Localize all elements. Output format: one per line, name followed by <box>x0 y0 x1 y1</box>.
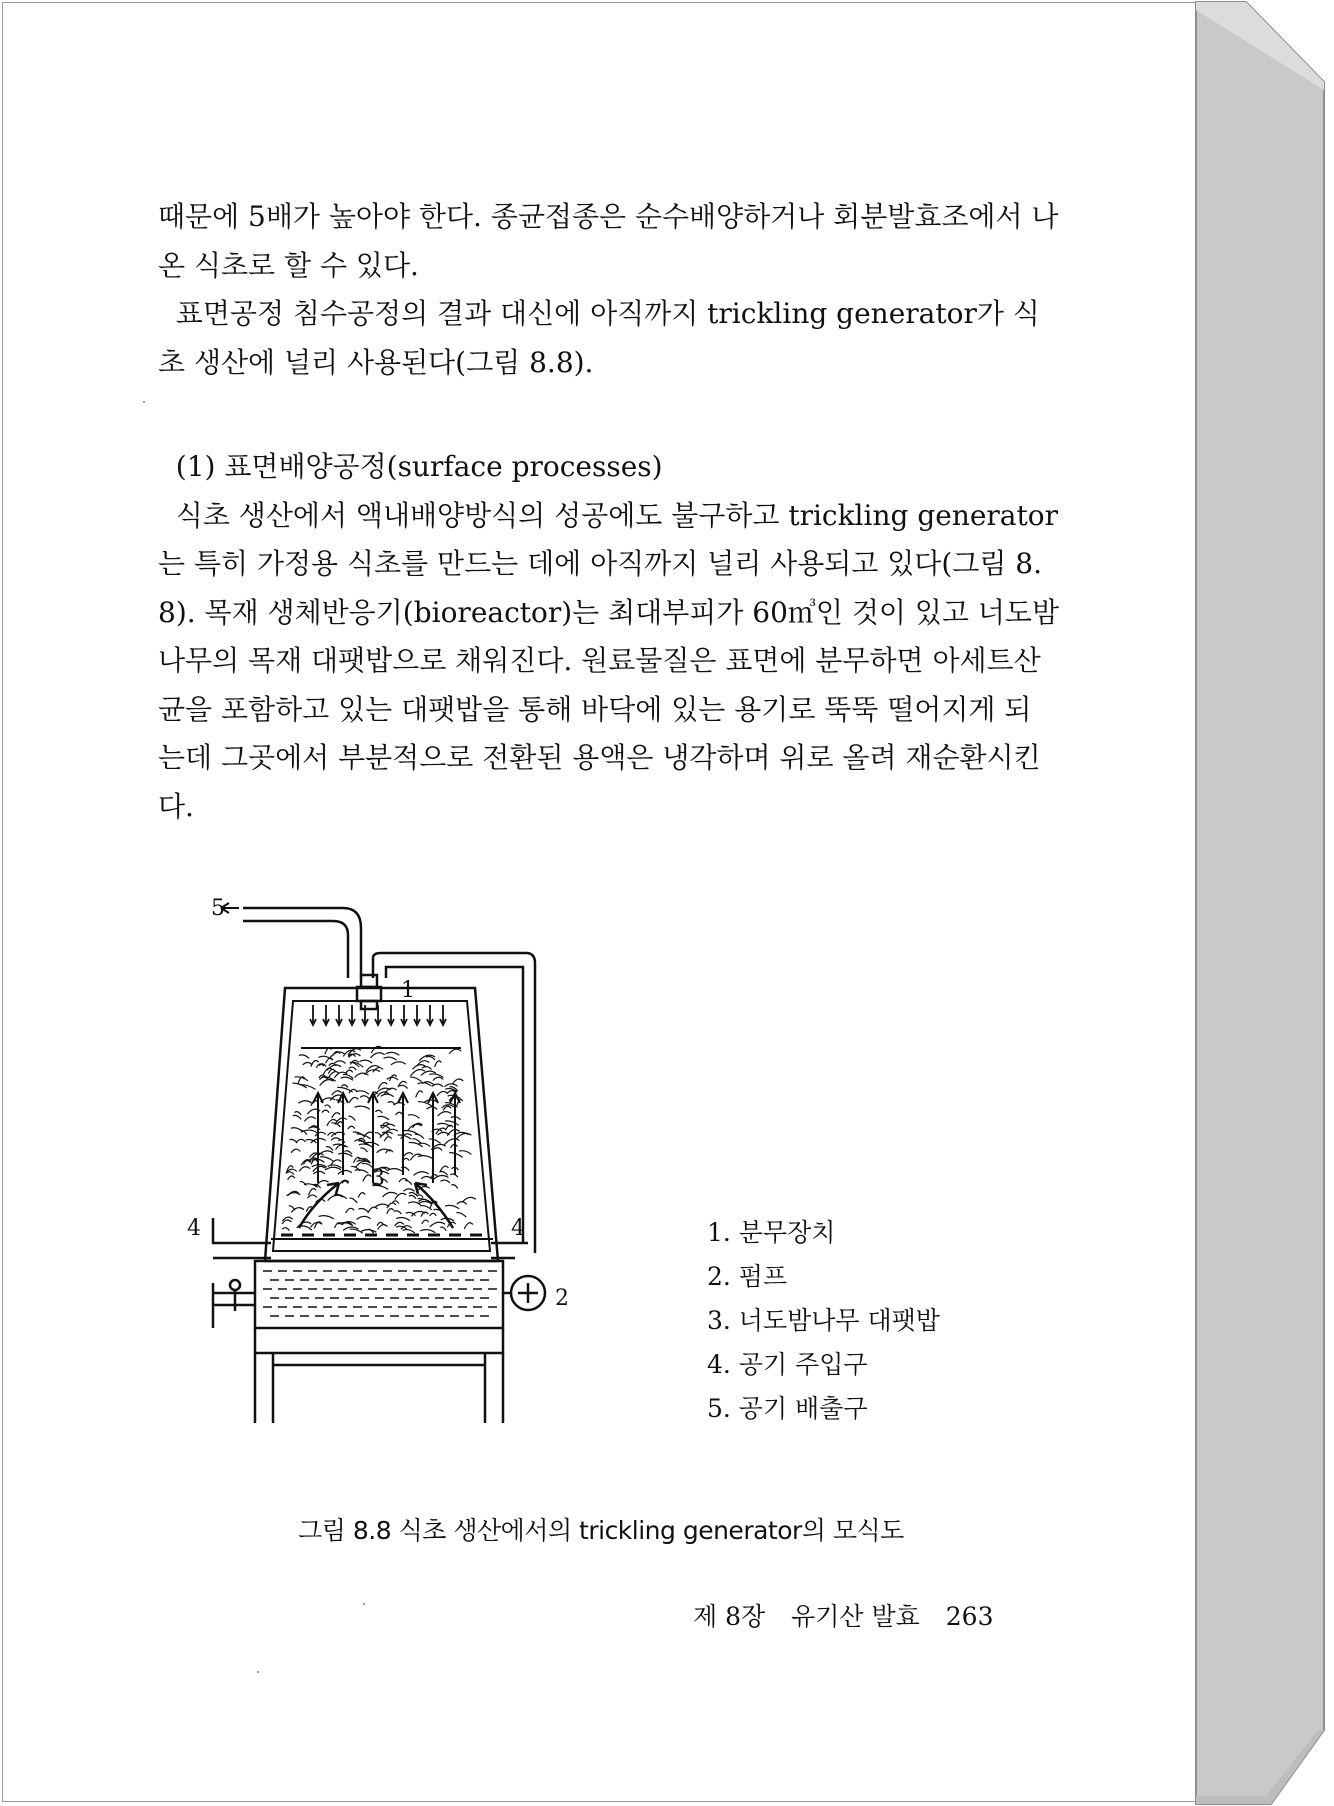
text-line: 초 생산에 널리 사용된다(그림 8.8). <box>158 345 594 379</box>
legend-item: 3. 너도밤나무 대팻밥 <box>707 1306 940 1335</box>
label-3: 3 <box>371 1166 385 1191</box>
figure-legend <box>707 1211 940 1431</box>
legend-item: 4. 공기 주입구 <box>707 1350 868 1379</box>
figure-caption: 그림 8.8 식초 생산에서의 trickling generator의 모식도 <box>298 1516 904 1545</box>
label-5: 5 <box>211 896 225 921</box>
label-2: 2 <box>555 1286 569 1311</box>
text-line: 나무의 목재 대팻밥으로 채워진다. 원료물질은 표면에 분무하면 아세트산 <box>158 644 1041 677</box>
trickling-generator-diagram <box>187 883 663 1443</box>
text-line: 는데 그곳에서 부분적으로 전환된 용액은 냉각하며 위로 올려 재순환시킨 <box>158 741 1041 774</box>
text-line: 8). 목재 생체반응기(bioreactor)는 최대부피가 60㎥인 것이 있고 너도밤 <box>158 595 1059 629</box>
label-4-left: 4 <box>187 1216 201 1241</box>
legend-item: 2. 펌프 <box>707 1262 788 1291</box>
text-line: 온 식초로 할 수 있다. <box>158 248 419 282</box>
label-4-right: 4 <box>511 1216 525 1241</box>
footer-chapter: 제 8장 <box>693 1602 766 1631</box>
section-heading: (1) 표면배양공정(surface processes) <box>158 450 663 483</box>
running-footer <box>693 1597 1011 1633</box>
text-line: 는 특히 가정용 식초를 만드는 데에 아직까지 널리 사용되고 있다(그림 8. <box>158 547 1042 580</box>
book-edge <box>1196 0 1332 1806</box>
text-line: 때문에 5배가 높아야 한다. 종균접종은 순수배양하거나 회분발효조에서 나 <box>158 200 1059 233</box>
text-line: 균을 포함하고 있는 대팻밥을 통해 바닥에 있는 용기로 뚝뚝 떨어지게 되 <box>158 692 1032 726</box>
intro-paragraph <box>158 193 1059 387</box>
footer-chapter-title: 유기산 발효 <box>791 1602 920 1631</box>
label-1: 1 <box>401 978 415 1003</box>
section-surface-processes <box>158 443 1059 831</box>
scan-speck <box>143 401 145 403</box>
page-number: 263 <box>945 1602 994 1631</box>
legend-item: 1. 분무장치 <box>707 1218 836 1247</box>
text-line: 식초 생산에서 액내배양방식의 성공에도 불구하고 trickling generator <box>158 498 1058 532</box>
legend-item: 5. 공기 배출구 <box>707 1394 868 1423</box>
scan-speck <box>363 1603 365 1605</box>
scan-speck <box>257 1671 259 1673</box>
text-line: 다. <box>158 789 194 823</box>
text-line: 표면공정 침수공정의 결과 대신에 아직까지 trickling generator가 식 <box>158 297 1040 330</box>
book-page <box>2 2 1198 1802</box>
